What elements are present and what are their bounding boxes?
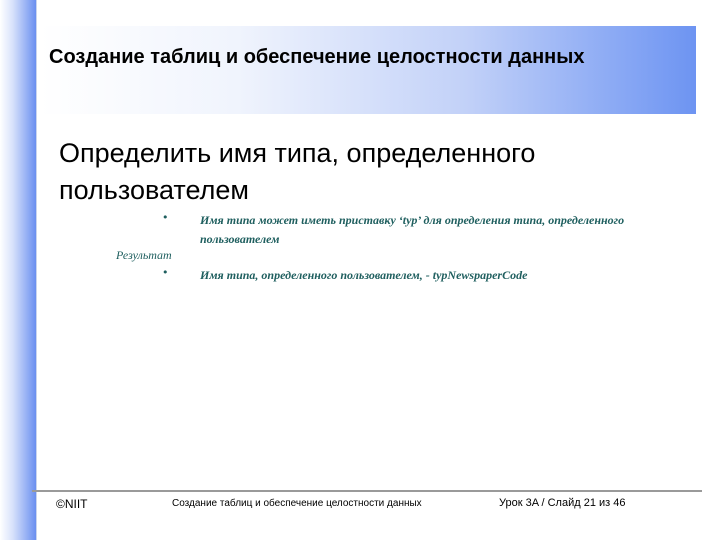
result-label: Результат [116,248,172,262]
footer-divider [32,490,702,492]
left-bar-divider [36,0,37,540]
bullet-icon: • [162,211,169,224]
footer-copyright: ©NIIT [56,497,88,511]
slide-title: Создание таблиц и обеспечение целостности данных [49,46,585,68]
slide-heading: Определить имя типа, определенного пользователем [59,138,536,205]
footer-slide-number: Урок 3A / Слайд 21 из 46 [499,497,626,509]
left-decor-bar [0,0,36,540]
footer-course-title: Создание таблиц и обеспечение целостности данных [172,498,422,509]
bullet-icon: • [162,266,169,279]
bullet-item-2: Имя типа, определенного пользователем, - typNewspaperCode [200,268,528,282]
bullet-item-1: Имя типа может иметь приставку ‘typ’ для определения типа, определенного пользователем [200,213,625,246]
